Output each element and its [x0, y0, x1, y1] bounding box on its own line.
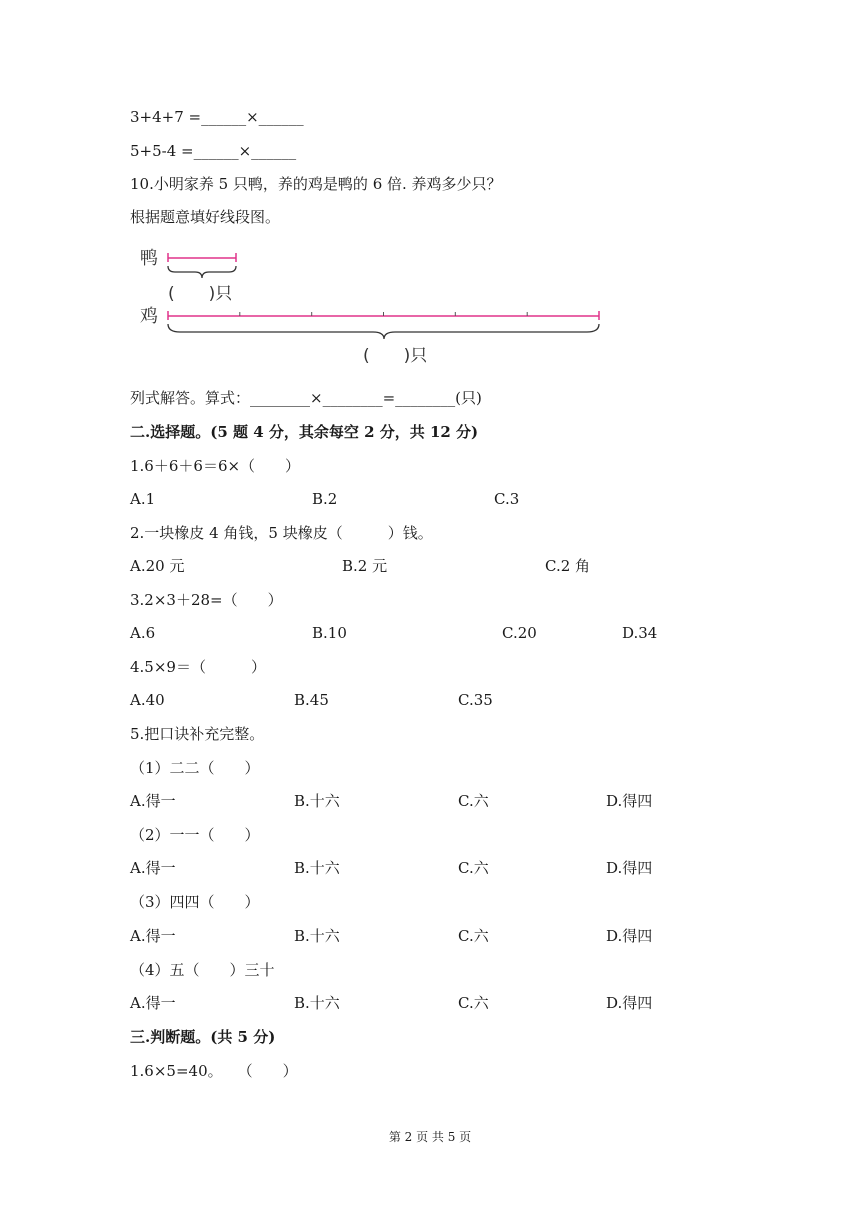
option-b: B.2	[312, 490, 338, 508]
option-a: A.6	[130, 624, 156, 642]
chicken-brace	[168, 324, 599, 339]
question-10-instruction: 根据题意填好线段图。	[130, 208, 281, 226]
choice-question-2: 2.一块橡皮 4 角钱，5 块橡皮（ ）钱。	[130, 524, 433, 542]
option-a: A.1	[130, 490, 156, 508]
section-3-heading: 三.判断题。(共 5 分)	[130, 1028, 276, 1046]
option-c: C.六	[458, 994, 489, 1012]
equation-line-1: 3+4+7 =______×______	[130, 108, 304, 126]
choice-question-5: 5.把口诀补充完整。	[130, 725, 265, 743]
option-b: B.45	[294, 691, 329, 709]
choice-question-4: 4.5×9＝（ ）	[130, 658, 266, 676]
duck-answer: ( )只	[168, 284, 233, 304]
option-b: B.2 元	[342, 557, 388, 575]
choice-question-3: 3.2×3＋28=（ ）	[130, 591, 283, 609]
sub-question-2: （2）一一（ ）	[130, 826, 260, 844]
option-b: B.10	[312, 624, 347, 642]
duck-label: 鸭	[140, 248, 158, 269]
page-footer: 第 2 页 共 5 页	[388, 1130, 472, 1144]
option-c: C.3	[494, 490, 520, 508]
chicken-answer: ( )只	[363, 346, 428, 366]
sub-question-1: （1）二二（ ）	[130, 759, 260, 777]
option-d: D.34	[622, 624, 658, 642]
option-b: B.十六	[294, 859, 340, 877]
option-a: A.得一	[130, 792, 176, 810]
line-segment-diagram	[135, 242, 615, 372]
option-d: D.得四	[606, 792, 653, 810]
option-c: C.2 角	[545, 557, 591, 575]
duck-brace	[168, 266, 236, 278]
option-b: B.十六	[294, 792, 340, 810]
option-a: A.得一	[130, 994, 176, 1012]
option-c: C.35	[458, 691, 493, 709]
sub-question-3: （3）四四（ ）	[130, 893, 260, 911]
option-a: A.得一	[130, 927, 176, 945]
option-b: B.十六	[294, 927, 340, 945]
choice-question-1: 1.6＋6＋6＝6×（ ）	[130, 457, 301, 475]
chicken-label: 鸡	[140, 306, 158, 327]
option-b: B.十六	[294, 994, 340, 1012]
equation-line-2: 5+5-4 =______×______	[130, 142, 297, 160]
section-2-heading: 二.选择题。(5 题 4 分，其余每空 2 分，共 12 分)	[130, 423, 479, 441]
calculation-line: 列式解答。算式：________×________=________(只)	[130, 389, 482, 407]
option-a: A.得一	[130, 859, 176, 877]
option-c: C.六	[458, 792, 489, 810]
option-c: C.六	[458, 927, 489, 945]
option-d: D.得四	[606, 994, 653, 1012]
option-a: A.20 元	[130, 557, 185, 575]
option-d: D.得四	[606, 927, 653, 945]
question-10: 10.小明家养 5 只鸭，养的鸡是鸭的 6 倍. 养鸡多少只？	[130, 175, 502, 193]
option-c: C.六	[458, 859, 489, 877]
judgment-question-1: 1.6×5=40。 （ ）	[130, 1062, 298, 1080]
option-d: D.得四	[606, 859, 653, 877]
option-a: A.40	[130, 691, 165, 709]
option-c: C.20	[502, 624, 537, 642]
sub-question-4: （4）五（ ）三十	[130, 961, 275, 979]
